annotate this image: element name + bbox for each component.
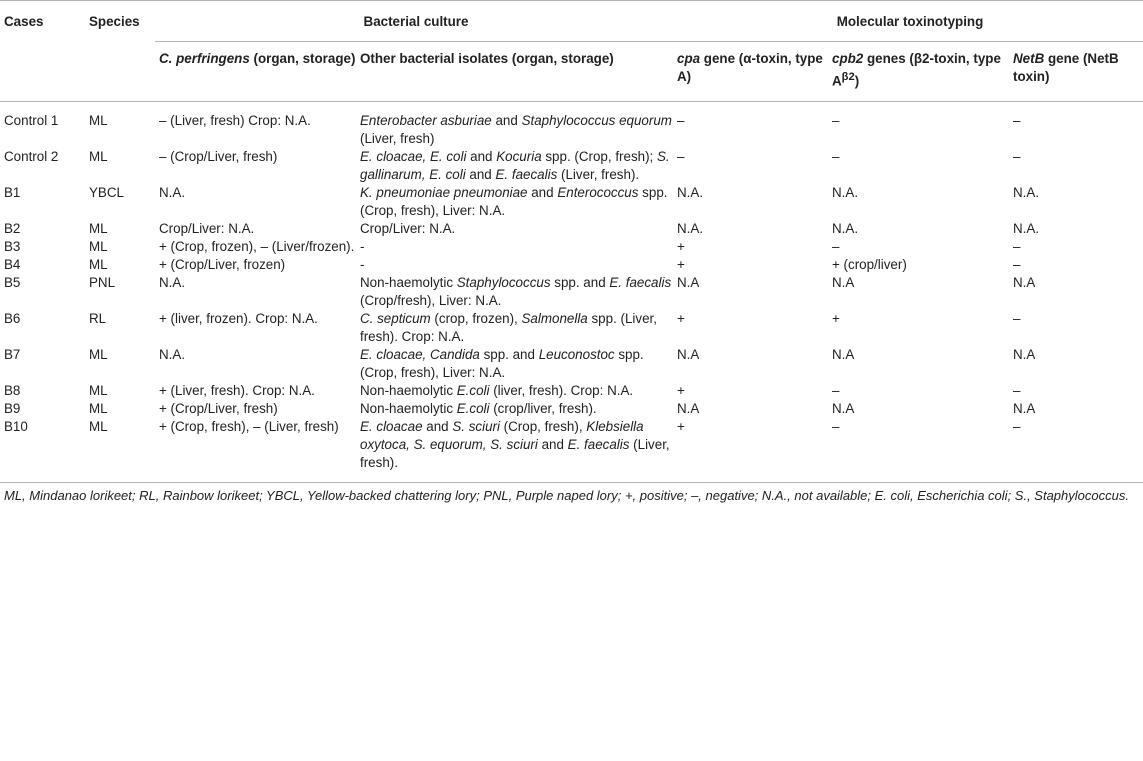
organism-name: E. cloacae, E. coli	[360, 149, 467, 165]
organism-name: E.coli	[456, 383, 490, 399]
isolate-text: (Liver, fresh)	[360, 131, 435, 147]
cell-case: B9	[4, 401, 21, 417]
isolate-text: and	[466, 149, 497, 165]
cell-species: ML	[89, 113, 108, 129]
cell-species: ML	[89, 257, 108, 273]
header-species: Species	[85, 1, 155, 102]
organism-name: Kocuria	[496, 149, 542, 165]
header-cpb2-rest: genes (β2-toxin, type A	[832, 51, 1001, 89]
organism-name: S. sciuri	[452, 419, 500, 435]
cell-species: ML	[89, 401, 108, 417]
organism-name: E. faecalis	[567, 437, 630, 453]
isolate-text: Non-haemolytic	[360, 401, 457, 417]
table-row	[0, 382, 1143, 400]
cell-cpb2: N.A.	[832, 221, 859, 237]
cell-cpa: N.A.	[677, 185, 704, 201]
header-cpa-name: cpa	[677, 51, 701, 66]
cell-other-isolates	[356, 184, 673, 220]
header-other-isolates: Other bacterial isolates (organ, storage)	[356, 42, 673, 102]
header-cpb2-name: cpb2	[832, 51, 864, 66]
organism-name: E.coli	[456, 401, 490, 417]
cell-cpa: +	[673, 418, 828, 483]
table-row	[0, 238, 1143, 256]
table-row	[0, 400, 1143, 418]
cell-netb: N.A.	[1013, 185, 1040, 201]
organism-name: E. cloacae, Candida	[360, 347, 480, 363]
cell-netb: N.A.	[1013, 221, 1040, 237]
isolate-text: spp. and	[550, 275, 610, 291]
table-row	[0, 102, 1143, 149]
cell-species: YBCL	[89, 185, 124, 201]
table-row	[0, 418, 1143, 483]
organism-name: K. pneumoniae pneumoniae	[360, 185, 528, 201]
cell-case: B7	[4, 347, 21, 363]
cell-other-isolates	[356, 148, 673, 184]
cell-netb: –	[1013, 149, 1021, 165]
cell-netb: –	[1013, 113, 1021, 129]
cell-species: ML	[89, 239, 108, 255]
cell-c-perfringens: – (Crop/Liver, fresh)	[159, 149, 278, 165]
cell-other-isolates	[356, 346, 673, 382]
organism-name: C. septicum	[360, 311, 431, 327]
cell-c-perfringens: – (Liver, fresh) Crop: N.A.	[159, 113, 311, 129]
cell-cpb2: N.A	[832, 401, 855, 417]
isolate-text: and	[465, 167, 496, 183]
cell-other-isolates	[356, 238, 673, 256]
table-row	[0, 148, 1143, 184]
cell-netb: N.A	[1013, 347, 1036, 363]
isolate-text: (liver, fresh). Crop: N.A.	[489, 383, 634, 399]
isolate-text: and	[422, 419, 453, 435]
header-c-perfringens-name: C. perfringens	[159, 51, 250, 66]
cell-case: Control 1	[4, 113, 59, 129]
header-cases: Cases	[0, 1, 85, 102]
cell-c-perfringens: + (liver, frozen). Crop: N.A.	[159, 311, 318, 327]
isolate-text: -	[360, 257, 365, 273]
header-cpa-rest: gene (α-toxin, type A)	[677, 51, 823, 84]
header-bacterial-culture	[155, 1, 673, 42]
isolate-text: Non-haemolytic	[360, 275, 457, 291]
cell-case: B4	[4, 257, 21, 273]
isolate-text: spp. (Crop, fresh), Liver: N.A.	[360, 185, 668, 219]
cell-other-isolates	[356, 400, 673, 418]
cell-c-perfringens: + (Crop/Liver, frozen)	[159, 257, 286, 273]
cell-netb: –	[1013, 257, 1021, 273]
organism-name: Enterobacter asburiae	[360, 113, 492, 129]
isolate-text: (Liver, fresh).	[360, 437, 670, 471]
cell-species: ML	[89, 149, 108, 165]
cell-species: ML	[85, 418, 155, 483]
cell-other-isolates	[356, 274, 673, 310]
cell-species: PNL	[89, 275, 116, 291]
cell-species: ML	[89, 383, 108, 399]
isolate-text: (crop/liver, fresh).	[489, 401, 597, 417]
table-row	[0, 220, 1143, 238]
cell-c-perfringens: + (Liver, fresh). Crop: N.A.	[159, 383, 315, 399]
organism-name: Klebsiella oxytoca, S. equorum, S. sciuri	[360, 419, 644, 453]
isolate-text: spp. (Liver, fresh). Crop: N.A.	[360, 311, 657, 345]
cell-cpa: +	[677, 383, 685, 399]
cell-cpb2: –	[828, 418, 1009, 483]
header-cpb2	[828, 42, 1009, 102]
cell-species: RL	[89, 311, 107, 327]
cell-other-isolates	[356, 418, 673, 483]
cell-species: ML	[89, 347, 108, 363]
header-cpb2-sup: β2	[841, 71, 855, 83]
isolate-text: spp. and	[479, 347, 539, 363]
cell-cpb2: N.A.	[832, 185, 859, 201]
isolate-text: and	[491, 113, 522, 129]
isolate-text: spp. (Crop, fresh), Liver: N.A.	[360, 347, 644, 381]
table-row	[0, 274, 1143, 310]
cell-case: B8	[4, 383, 21, 399]
cell-netb: –	[1013, 383, 1021, 399]
cell-case: B2	[4, 221, 21, 237]
cell-cpb2: –	[832, 383, 840, 399]
cell-other-isolates	[356, 102, 673, 149]
isolate-text: spp. (Crop, fresh);	[541, 149, 657, 165]
cell-netb: –	[1013, 239, 1021, 255]
organism-name: Salmonella	[521, 311, 588, 327]
cell-netb: N.A	[1013, 401, 1036, 417]
organism-name: E. faecalis	[495, 167, 558, 183]
header-cpa	[673, 42, 828, 102]
table-row	[0, 184, 1143, 220]
cell-netb: N.A	[1013, 275, 1036, 291]
cell-cpa: +	[677, 239, 685, 255]
cell-cpa: +	[677, 257, 685, 273]
organism-name: Leuconostoc	[538, 347, 615, 363]
header-bacterial-culture-label: Bacterial culture	[363, 14, 469, 29]
organism-name: E. faecalis	[609, 275, 672, 291]
header-molecular-label: Molecular toxinotyping	[836, 14, 984, 29]
isolate-text: (Crop/fresh), Liver: N.A.	[360, 293, 502, 309]
cell-cpa: N.A	[677, 401, 700, 417]
cell-c-perfringens: + (Crop, fresh), – (Liver, fresh)	[155, 418, 356, 483]
cell-cpb2: –	[832, 239, 840, 255]
cell-c-perfringens: N.A.	[159, 347, 186, 363]
cell-cpa: N.A	[677, 275, 700, 291]
isolate-text: (Liver, fresh).	[557, 167, 640, 183]
cell-cpb2: N.A	[832, 347, 855, 363]
table-footnote: ML, Mindanao lorikeet; RL, Rainbow lorikeet; YBCL, Yellow-backed chattering lory; PNL, Purple naped lory; +, positive; –, negative; N.A., not available; E. coli, Escherichia coli; S., Staphylococcus.	[4, 488, 1129, 504]
cell-other-isolates	[356, 256, 673, 274]
table-row	[0, 310, 1143, 346]
table-row	[0, 256, 1143, 274]
header-c-perfringens	[155, 42, 356, 102]
table-body	[0, 102, 1143, 483]
isolate-text: (Crop, fresh),	[499, 419, 587, 435]
cell-cpb2: –	[832, 149, 840, 165]
table-row	[0, 346, 1143, 382]
header-molecular-toxinotyping	[673, 1, 1143, 42]
cell-cpa: –	[677, 113, 685, 129]
cell-other-isolates	[356, 220, 673, 238]
organism-name: Enterococcus	[557, 185, 639, 201]
header-netb-rest: gene (NetB toxin)	[1013, 51, 1119, 84]
cell-c-perfringens: N.A.	[159, 185, 186, 201]
header-netb	[1009, 42, 1143, 102]
organism-name: E. cloacae	[360, 419, 423, 435]
organism-name: Staphylococcus	[456, 275, 551, 291]
cell-c-perfringens: + (Crop, frozen), – (Liver/frozen).	[159, 239, 355, 255]
cell-c-perfringens: Crop/Liver: N.A.	[159, 221, 255, 237]
isolate-text: (crop, frozen),	[430, 311, 522, 327]
cell-case: Control 2	[4, 149, 59, 165]
cell-cpb2: + (crop/liver)	[832, 257, 907, 273]
cell-other-isolates	[356, 382, 673, 400]
cell-netb: –	[1009, 418, 1143, 483]
isolate-text: Crop/Liver: N.A.	[360, 221, 456, 237]
isolate-text: -	[360, 239, 365, 255]
isolate-text: and	[527, 185, 558, 201]
cell-species: ML	[89, 221, 108, 237]
organism-name: S. gallinarum, E. coli	[360, 149, 670, 183]
cell-cpa: N.A.	[677, 221, 704, 237]
cell-case: B5	[4, 275, 21, 291]
cell-cpb2: N.A	[832, 275, 855, 291]
isolate-text: and	[537, 437, 568, 453]
cell-other-isolates	[356, 310, 673, 346]
cell-netb: –	[1013, 311, 1021, 327]
cell-c-perfringens: + (Crop/Liver, fresh)	[159, 401, 278, 417]
isolate-text: Non-haemolytic	[360, 383, 457, 399]
cell-case: B6	[4, 311, 21, 327]
cell-c-perfringens: N.A.	[159, 275, 186, 291]
cell-cpa: N.A	[677, 347, 700, 363]
cell-cpb2: +	[832, 311, 840, 327]
cell-case: B1	[4, 185, 21, 201]
cell-cpa: +	[677, 311, 685, 327]
cell-case: B3	[4, 239, 21, 255]
cell-cpb2: –	[832, 113, 840, 129]
organism-name: Staphylococcus equorum	[521, 113, 672, 129]
cell-case: B10	[0, 418, 85, 483]
header-netb-name: NetB	[1013, 51, 1045, 66]
header-cpb2-close: )	[854, 73, 860, 89]
cell-cpa: –	[677, 149, 685, 165]
header-c-perfringens-rest: (organ, storage)	[249, 51, 356, 66]
